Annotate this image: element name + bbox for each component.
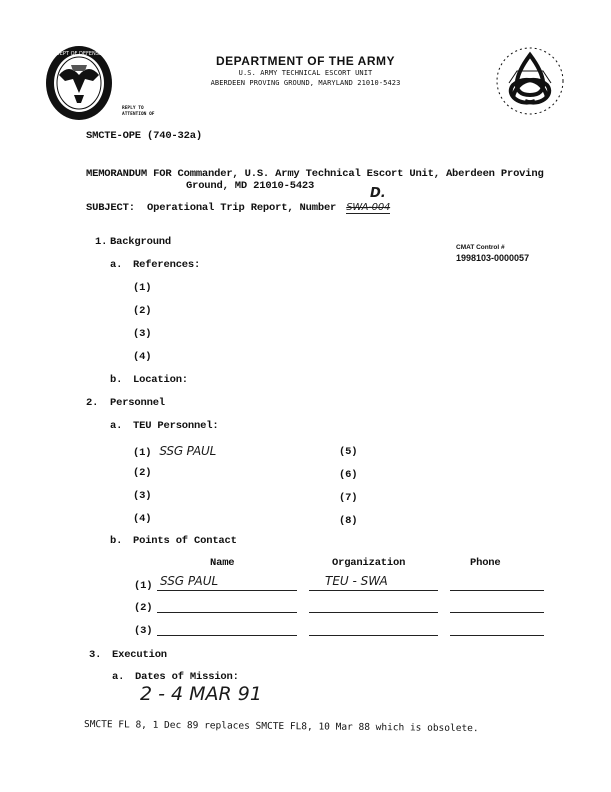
references-label: References: — [133, 259, 201, 271]
subject-number-struck: SWA-004 — [346, 202, 391, 213]
svg-text:DEPT OF DEFENSE: DEPT OF DEFENSE — [55, 51, 103, 57]
cmat-control-number: 1998103-0000057 — [456, 253, 530, 263]
references-letter: a. — [110, 259, 123, 271]
subject-number-correction: D. — [370, 186, 386, 201]
reply-to-line1: REPLY TO — [122, 106, 144, 111]
section-2-title: Personnel — [110, 397, 165, 409]
memorandum-for-line1: MEMORANDUM FOR Commander, U.S. Army Technical Escort Unit, Aberdeen Proving — [86, 168, 544, 180]
poc-header-name: Name — [210, 557, 235, 569]
reply-to-line2: ATTENTION OF — [122, 112, 155, 117]
reference-item-2: (2) — [133, 305, 152, 317]
poc-row-2-organization-line[interactable] — [309, 612, 438, 613]
teu-personnel-item-4: (4) — [133, 513, 152, 525]
poc-row-2-phone-line[interactable] — [450, 612, 544, 613]
section-3-number: 3. — [89, 649, 102, 661]
reference-item-4: (4) — [133, 351, 152, 363]
teu-personnel-label: TEU Personnel: — [133, 420, 219, 432]
reference-item-3: (3) — [133, 328, 152, 340]
teu-personnel-item-6: (6) — [339, 469, 358, 481]
poc-row-3-name-line[interactable] — [157, 635, 297, 636]
poc-header-phone: Phone — [470, 557, 501, 569]
poc-row-1-phone-line[interactable] — [450, 590, 544, 591]
teu-personnel-item-5: (5) — [339, 446, 358, 458]
teu-personnel-item-7: (7) — [339, 492, 358, 504]
poc-row-1-organization: TEU - SWA — [325, 574, 388, 588]
teu-personnel-item-3: (3) — [133, 490, 152, 502]
section-1-title: Background — [110, 236, 172, 248]
reference-item-1: (1) — [133, 282, 152, 294]
subject-text: Operational Trip Report, Number — [147, 202, 337, 214]
form-footer-note: SMCTE FL 8, 1 Dec 89 replaces SMCTE FL8, 10 Mar 88 which is obsolete. — [83, 719, 479, 735]
poc-row-3-organization-line[interactable] — [309, 635, 438, 636]
points-of-contact-label: Points of Contact — [133, 535, 237, 547]
item-number: (1) — [133, 447, 152, 459]
poc-header-organization: Organization — [332, 557, 406, 569]
dates-of-mission-value: 2 - 4 MAR 91 — [140, 683, 262, 705]
poc-row-1-name-line[interactable] — [157, 590, 297, 591]
poc-row-1-organization-line[interactable] — [309, 590, 438, 591]
letterhead-title: DEPARTMENT OF THE ARMY — [216, 54, 395, 68]
section-1-number: 1. — [95, 236, 108, 248]
dates-of-mission-label: Dates of Mission: — [135, 671, 239, 683]
poc-row-2-name-line[interactable] — [157, 612, 297, 613]
teu-personnel-item-1 — [133, 444, 216, 459]
points-of-contact-letter: b. — [110, 535, 123, 547]
letterhead-address: ABERDEEN PROVING GROUND, MARYLAND 21010-5423 — [210, 79, 401, 87]
dates-of-mission-letter: a. — [112, 671, 125, 683]
subject-line — [86, 202, 390, 214]
subject-label: SUBJECT: — [86, 202, 135, 214]
section-2-number: 2. — [86, 397, 99, 409]
handwritten-name: SSG PAUL — [159, 444, 217, 458]
poc-row-1-name: SSG PAUL — [160, 574, 219, 588]
poc-row-3-number: (3) — [134, 625, 153, 637]
section-3-title: Execution — [112, 649, 167, 661]
office-symbol: SMCTE-OPE (740-32a) — [86, 130, 202, 142]
cmat-control-label: CMAT Control # — [456, 244, 505, 251]
memorandum-for-line2: Ground, MD 21010-5423 — [186, 180, 315, 192]
poc-row-1-number: (1) — [134, 580, 153, 592]
poc-row-2-number: (2) — [134, 602, 153, 614]
location-label: Location: — [133, 374, 188, 386]
letterhead-unit: U.S. ARMY TECHNICAL ESCORT UNIT — [238, 69, 373, 77]
teu-personnel-letter: a. — [110, 420, 123, 432]
teu-personnel-item-8: (8) — [339, 515, 358, 527]
reply-to-label — [122, 106, 155, 118]
teu-personnel-item-2: (2) — [133, 467, 152, 479]
location-letter: b. — [110, 374, 123, 386]
poc-row-3-phone-line[interactable] — [450, 635, 544, 636]
